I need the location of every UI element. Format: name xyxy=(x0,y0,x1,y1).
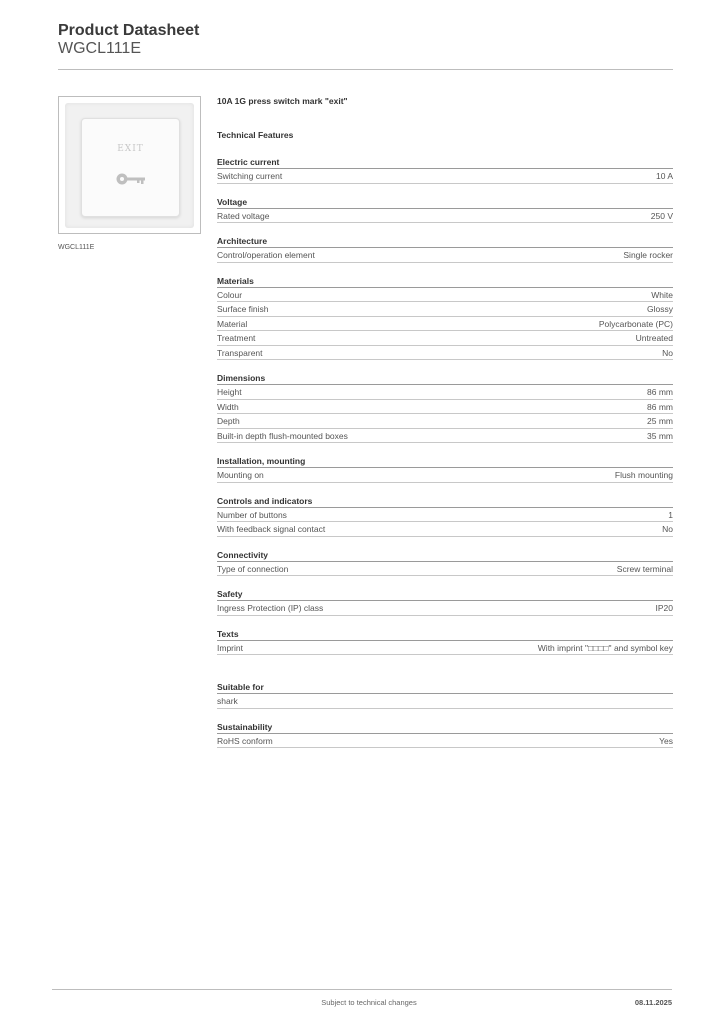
section-title: Installation, mounting xyxy=(217,455,673,468)
section-title: Texts xyxy=(217,628,673,641)
spec-row xyxy=(217,562,673,577)
spec-value: 250 V xyxy=(650,210,673,221)
spec-label: RoHS conform xyxy=(217,735,273,746)
spec-row xyxy=(217,522,673,537)
section-title: Safety xyxy=(217,588,673,601)
spec-value: Yes xyxy=(659,735,673,746)
spec-row xyxy=(217,508,673,523)
section-title: Controls and indicators xyxy=(217,495,673,508)
spec-label: With feedback signal contact xyxy=(217,524,326,534)
spec-label: Rated voltage xyxy=(217,210,270,221)
spec-value: 25 mm xyxy=(647,416,673,426)
spec-sections xyxy=(217,156,673,748)
spec-section xyxy=(217,196,673,224)
spec-row xyxy=(217,248,673,263)
spec-section xyxy=(217,588,673,616)
spec-row xyxy=(217,734,673,749)
spec-section xyxy=(217,235,673,263)
spec-value: Flush mounting xyxy=(614,470,673,480)
spec-section xyxy=(217,721,673,749)
spec-row xyxy=(217,317,673,332)
spec-value: No xyxy=(662,524,673,534)
spec-row xyxy=(217,694,673,709)
spec-row xyxy=(217,468,673,483)
header-divider xyxy=(58,69,673,70)
spec-value: No xyxy=(662,347,673,358)
spec-label: Colour xyxy=(217,289,243,300)
spec-section xyxy=(217,549,673,577)
spec-label: Imprint xyxy=(217,642,243,653)
spec-label: shark xyxy=(217,696,238,706)
spec-row xyxy=(217,641,673,656)
spec-row xyxy=(217,400,673,415)
spec-value: Polycarbonate (PC) xyxy=(598,318,673,329)
spec-section xyxy=(217,372,673,443)
spec-value: 86 mm xyxy=(647,387,673,397)
exit-imprint: EXIT xyxy=(117,144,144,154)
spec-label: Depth xyxy=(217,416,240,426)
section-title: Dimensions xyxy=(217,372,673,385)
switch-frame xyxy=(65,103,194,228)
spec-value: 86 mm xyxy=(647,401,673,412)
image-caption: WGCL111E xyxy=(58,244,95,251)
spec-section xyxy=(217,495,673,537)
spec-section xyxy=(217,628,673,656)
product-code: WGCL111E xyxy=(58,40,141,57)
spec-row xyxy=(217,385,673,400)
spec-section xyxy=(217,455,673,483)
spec-value: 35 mm xyxy=(647,430,673,441)
spec-label: Material xyxy=(217,318,248,329)
key-icon xyxy=(115,172,147,186)
spec-value: 10 A xyxy=(655,171,673,181)
spec-label: Type of connection xyxy=(217,563,289,574)
spec-label: Control/operation element xyxy=(217,250,315,260)
spec-label: Built-in depth flush-mounted boxes xyxy=(217,430,348,441)
technical-features-heading: Technical Features xyxy=(217,130,294,140)
spec-label: Height xyxy=(217,387,242,397)
document-title: Product Datasheet xyxy=(58,22,200,39)
spec-row xyxy=(217,302,673,317)
footer-divider xyxy=(52,989,672,990)
spec-value: Single rocker xyxy=(623,250,673,260)
spec-label: Treatment xyxy=(217,333,256,343)
footer-note: Subject to technical changes xyxy=(321,998,417,1007)
product-image xyxy=(58,96,201,234)
spec-value: Screw terminal xyxy=(616,563,673,574)
product-name: 10A 1G press switch mark "exit" xyxy=(217,96,348,106)
spec-label: Switching current xyxy=(217,171,283,181)
spec-label: Width xyxy=(217,401,239,412)
spec-label: Surface finish xyxy=(217,304,269,314)
spec-label: Ingress Protection (IP) class xyxy=(217,603,324,613)
spec-label: Transparent xyxy=(217,347,263,358)
spec-value: With imprint "□□□□" and symbol key xyxy=(537,642,673,653)
spec-value: Untreated xyxy=(635,333,673,343)
spec-section xyxy=(217,275,673,361)
spec-row xyxy=(217,169,673,184)
section-title: Voltage xyxy=(217,196,673,209)
spec-row xyxy=(217,346,673,361)
spec-section xyxy=(217,681,673,709)
section-title: Electric current xyxy=(217,156,673,169)
spec-value: 1 xyxy=(668,509,673,520)
spec-row xyxy=(217,601,673,616)
footer-date: 08.11.2025 xyxy=(634,998,672,1007)
spec-row xyxy=(217,414,673,429)
spec-row xyxy=(217,209,673,224)
document-header xyxy=(58,22,199,58)
switch-rocker xyxy=(81,118,180,217)
spec-row xyxy=(217,429,673,444)
spec-row xyxy=(217,288,673,303)
section-title: Sustainability xyxy=(217,721,673,734)
spec-row xyxy=(217,331,673,346)
specification-content xyxy=(217,96,673,748)
spec-label: Mounting on xyxy=(217,470,264,480)
spec-label: Number of buttons xyxy=(217,509,287,520)
spec-value: IP20 xyxy=(655,603,673,613)
spec-value: White xyxy=(651,289,673,300)
section-title: Connectivity xyxy=(217,549,673,562)
spec-section xyxy=(217,156,673,184)
section-title: Suitable for xyxy=(217,681,673,694)
spec-value: Glossy xyxy=(647,304,673,314)
section-title: Architecture xyxy=(217,235,673,248)
section-title: Materials xyxy=(217,275,673,288)
